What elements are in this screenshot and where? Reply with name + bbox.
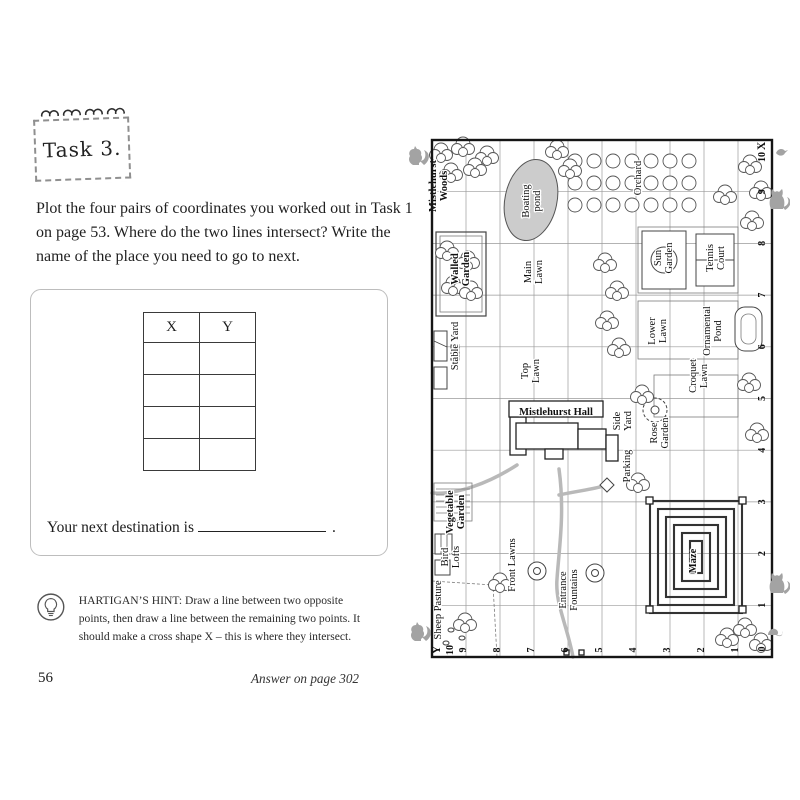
map-label-stable-yard [450,321,461,370]
svg-text:Y: Y [431,645,443,655]
svg-text:10: 10 [445,645,456,655]
destination-line [47,518,336,537]
map-label-croquet-lawn [688,359,710,393]
svg-text:OrnamentalPond: OrnamentalPond [702,306,724,356]
map-label-ornamental-pond [702,306,724,356]
hint-body: Draw a line between two opposite points, then draw a line between the remaining two points. It should make a cross shape X – this is where they intersect. [78,594,361,643]
svg-text:TennisCourt: TennisCourt [705,244,727,272]
map-label-tennis-court [705,244,727,272]
table-cell [200,407,256,439]
svg-text:4: 4 [757,447,768,453]
hint-section [36,592,376,646]
page-number: 56 [38,670,53,686]
svg-text:3: 3 [757,499,768,505]
svg-text:7: 7 [526,647,537,653]
svg-text:8: 8 [757,240,768,246]
table-row [144,343,256,375]
table-cell [144,439,200,471]
coordinates-table [143,312,256,471]
task-instructions: Plot the four pairs of coordinates you worked out in Task 1 on page 53. Where do the two lines intersect? Write the name of the place you need to go to next. [36,200,413,265]
svg-text:MistlehurstWoods: MistlehurstWoods [428,160,450,212]
map-features [430,137,773,657]
svg-text:6: 6 [757,344,768,350]
tree-icon [606,281,629,301]
svg-text:0: 0 [757,646,768,652]
table-cell [200,439,256,471]
destination-period: . [331,519,336,536]
hint-text [79,592,376,646]
map-label-walled-garden [450,252,472,287]
svg-text:6: 6 [560,647,571,653]
table-cell [200,375,256,407]
table-row [144,407,256,439]
svg-text:5: 5 [757,396,768,401]
worksheet-box [30,289,388,556]
squirrel-silhouette-icon [411,622,431,641]
svg-text:Maze: Maze [688,548,699,574]
answer-blank [198,518,326,532]
svg-text:9: 9 [757,189,768,195]
svg-text:CroquetLawn: CroquetLawn [688,359,710,393]
tree-icon [734,618,757,638]
table-cell [144,375,200,407]
svg-text:LowerLawn: LowerLawn [647,317,669,345]
svg-text:Mistlehurst Hall: Mistlehurst Hall [519,407,593,418]
map-label-orchard [633,160,644,195]
svg-text:SideYard: SideYard [612,411,634,431]
map-label-bird-lofts [440,546,462,568]
svg-text:2: 2 [757,551,768,557]
hint-title: HARTIGAN’S HINT: [78,594,183,607]
col-header-y: Y [200,313,256,343]
tree-icon [596,311,619,331]
table-row [144,375,256,407]
tree-icon [631,385,654,405]
svg-text:Orchard: Orchard [633,160,644,196]
map-label-parking [622,449,633,482]
svg-text:MainLawn: MainLawn [523,260,545,284]
bird-silhouette-icon [776,149,788,156]
orchard-trees [568,154,696,212]
svg-text:1: 1 [757,602,768,608]
svg-text:Stable Yard: Stable Yard [450,321,461,371]
tree-icon [741,211,764,231]
cat-silhouette-icon [770,573,790,594]
map-label-top-lawn [520,358,542,383]
svg-text:3: 3 [662,647,673,653]
tree-icon [454,613,477,633]
svg-text:X: X [756,141,768,151]
squirrel-silhouette-icon [409,146,429,165]
map-label-vegetable-garden [445,490,467,534]
map-grid [432,140,772,657]
col-header-x: X [144,313,200,343]
svg-text:VegetableGarden: VegetableGarden [445,490,467,534]
table-row [144,439,256,471]
table-cell [144,407,200,439]
svg-text:1: 1 [730,647,741,653]
svg-text:9: 9 [458,647,469,653]
map-label-sheep-pasture [433,580,444,640]
svg-text:BirdLofts: BirdLofts [440,545,462,569]
lightbulb-icon [36,592,66,624]
tree-icon [608,338,631,358]
svg-text:7: 7 [757,292,768,298]
task-card-frame [33,116,131,181]
svg-text:EntranceFountains: EntranceFountains [558,569,580,611]
map-label-side-yard [612,410,634,431]
answer-note: Answer on page 302 [250,671,360,686]
svg-text:10: 10 [757,152,768,162]
tree-icon [746,423,769,443]
table-cell [200,343,256,375]
svg-text:2: 2 [696,647,707,653]
svg-text:RoseGarden: RoseGarden [649,417,671,449]
svg-text:TopLawn: TopLawn [520,359,542,383]
task-card [33,100,140,190]
destination-label: Your next destination is [47,519,194,536]
map-label-lower-lawn [647,317,669,345]
table-cell [144,343,200,375]
svg-text:5: 5 [594,647,605,653]
svg-text:Boatingpond: Boatingpond [521,184,543,218]
map-label-main-lawn [523,259,545,284]
svg-text:Front Lawns: Front Lawns [507,538,518,592]
tree-icon [714,185,737,205]
tree-icon [594,253,617,273]
map-label-front-lawns [507,538,518,591]
map-label-mistlehurst-hall [519,407,593,418]
tree-icon [546,140,569,160]
task-title: Task 3. [42,135,122,163]
svg-text:4: 4 [628,647,639,653]
estate-map [405,133,790,665]
map-label-maze [688,548,699,573]
svg-text:Parking: Parking [622,449,633,483]
tree-icon [738,373,761,393]
map-label-entrance-fountains [558,569,580,610]
svg-text:8: 8 [492,647,503,653]
svg-text:Sheep Pasture: Sheep Pasture [433,580,444,640]
cat-silhouette-icon [770,189,790,210]
svg-text:WalledGarden: WalledGarden [450,251,472,287]
svg-text:SunGarden: SunGarden [653,242,675,274]
mouse-silhouette-icon [768,629,783,636]
